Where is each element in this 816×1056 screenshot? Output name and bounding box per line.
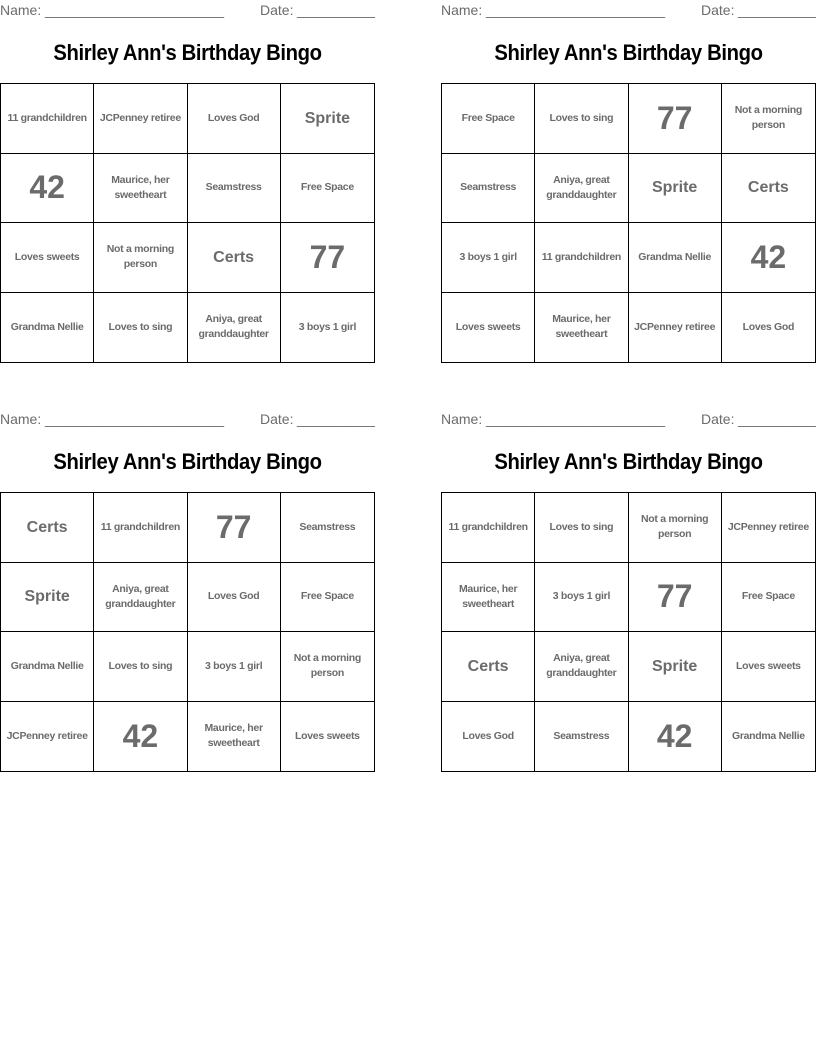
bingo-cell: 11 grandchildren	[442, 493, 535, 563]
name-label: Name:	[0, 411, 42, 427]
bingo-cell: 11 grandchildren	[535, 223, 628, 293]
bingo-cell: Free Space	[722, 563, 815, 633]
bingo-cell: JCPenney retiree	[94, 84, 187, 154]
bingo-cell: Not a morning person	[94, 223, 187, 293]
date-label: Date:	[701, 411, 735, 427]
bingo-cell: Sprite	[281, 84, 374, 154]
bingo-grid	[0, 492, 375, 772]
card-title: Shirley Ann's Birthday Bingo	[53, 449, 322, 474]
bingo-cell: Grandma Nellie	[1, 632, 94, 702]
bingo-cell: Not a morning person	[281, 632, 374, 702]
bingo-cell: Aniya, great granddaughter	[535, 154, 628, 224]
bingo-grid	[441, 492, 816, 772]
bingo-cell: Aniya, great granddaughter	[188, 293, 281, 363]
bingo-cell: Sprite	[1, 563, 94, 633]
bingo-cell: Loves sweets	[1, 223, 94, 293]
bingo-cell: 42	[629, 702, 722, 772]
bingo-cell: 3 boys 1 girl	[535, 563, 628, 633]
date-blank-line: __________	[738, 2, 816, 18]
bingo-cell: JCPenney retiree	[1, 702, 94, 772]
bingo-cell: 42	[1, 154, 94, 224]
bingo-cell: Free Space	[442, 84, 535, 154]
bingo-cell: Aniya, great granddaughter	[94, 563, 187, 633]
bingo-cell: 77	[629, 563, 722, 633]
bingo-grid	[441, 83, 816, 363]
bingo-cell: Loves God	[188, 563, 281, 633]
bingo-cell: Loves sweets	[442, 293, 535, 363]
bingo-cell: Loves God	[742, 320, 795, 333]
bingo-cell: Loves sweets	[722, 632, 815, 702]
bingo-cell: 3 boys 1 girl	[442, 223, 535, 293]
card-header	[441, 0, 816, 22]
bingo-cell: Seamstress	[535, 702, 628, 772]
bingo-cell: Certs	[442, 632, 535, 702]
bingo-cell: Sprite	[629, 154, 722, 224]
card-header	[441, 409, 816, 431]
name-blank-line: _______________________	[486, 2, 666, 18]
date-label: Date:	[260, 411, 294, 427]
date-blank-line: __________	[297, 2, 375, 18]
bingo-cell: Not a morning person	[629, 493, 722, 563]
name-label: Name:	[0, 2, 42, 18]
date-blank-line: __________	[738, 411, 816, 427]
name-label: Name:	[441, 2, 483, 18]
date-label: Date:	[701, 2, 735, 18]
bingo-cell: Seamstress	[188, 154, 281, 224]
bingo-cell: 77	[629, 84, 722, 154]
bingo-cell: Sprite	[629, 632, 722, 702]
bingo-cell: Certs	[722, 154, 815, 224]
bingo-card-1	[0, 0, 375, 341]
name-label: Name:	[441, 411, 483, 427]
bingo-cell: 3 boys 1 girl	[188, 632, 281, 702]
bingo-cell: Loves God	[442, 702, 535, 772]
card-header	[0, 0, 375, 22]
bingo-cell: Grandma Nellie	[629, 223, 722, 293]
bingo-cell: Seamstress	[281, 493, 374, 563]
card-title: Shirley Ann's Birthday Bingo	[53, 40, 322, 65]
bingo-cell: Maurice, her sweetheart	[94, 154, 187, 224]
bingo-cell: 77	[188, 493, 281, 563]
bingo-cell: 11 grandchildren	[1, 84, 94, 154]
bingo-cell: 3 boys 1 girl	[298, 320, 357, 333]
bingo-cell: Grandma Nellie	[1, 293, 94, 363]
bingo-cell: Loves to sing	[94, 293, 187, 363]
bingo-cell: Maurice, her sweetheart	[188, 702, 281, 772]
card-header	[0, 409, 375, 431]
bingo-cell: 42	[94, 702, 187, 772]
bingo-cell: Aniya, great granddaughter	[535, 632, 628, 702]
card-title: Shirley Ann's Birthday Bingo	[494, 40, 763, 65]
bingo-cell: Maurice, her sweetheart	[442, 563, 535, 633]
bingo-cell: Seamstress	[442, 154, 535, 224]
bingo-cell: Maurice, her sweetheart	[535, 293, 628, 363]
bingo-cell: 11 grandchildren	[94, 493, 187, 563]
bingo-grid	[0, 83, 375, 363]
bingo-card-2	[441, 0, 816, 341]
card-title: Shirley Ann's Birthday Bingo	[494, 449, 763, 474]
bingo-cell: Grandma Nellie	[731, 729, 805, 742]
name-blank-line: _______________________	[45, 411, 225, 427]
name-blank-line: _______________________	[45, 2, 225, 18]
name-blank-line: _______________________	[486, 411, 666, 427]
date-label: Date:	[260, 2, 294, 18]
bingo-cell: Free Space	[281, 154, 374, 224]
bingo-cell: Loves to sing	[535, 493, 628, 563]
bingo-cell: Not a morning person	[722, 84, 815, 154]
bingo-cell: Loves to sing	[535, 84, 628, 154]
bingo-cell: 42	[722, 223, 815, 293]
bingo-cell: Loves sweets	[295, 729, 360, 742]
bingo-cell: JCPenney retiree	[722, 493, 815, 563]
bingo-cell: Free Space	[281, 563, 374, 633]
date-blank-line: __________	[297, 411, 375, 427]
bingo-cell: JCPenney retiree	[629, 293, 722, 363]
bingo-cell: Certs	[1, 493, 94, 563]
bingo-cell: Certs	[188, 223, 281, 293]
bingo-cell: Loves to sing	[94, 632, 187, 702]
bingo-card-3	[0, 409, 375, 754]
bingo-cell: Loves God	[188, 84, 281, 154]
bingo-cell: 77	[281, 223, 374, 293]
bingo-card-4	[441, 409, 816, 754]
